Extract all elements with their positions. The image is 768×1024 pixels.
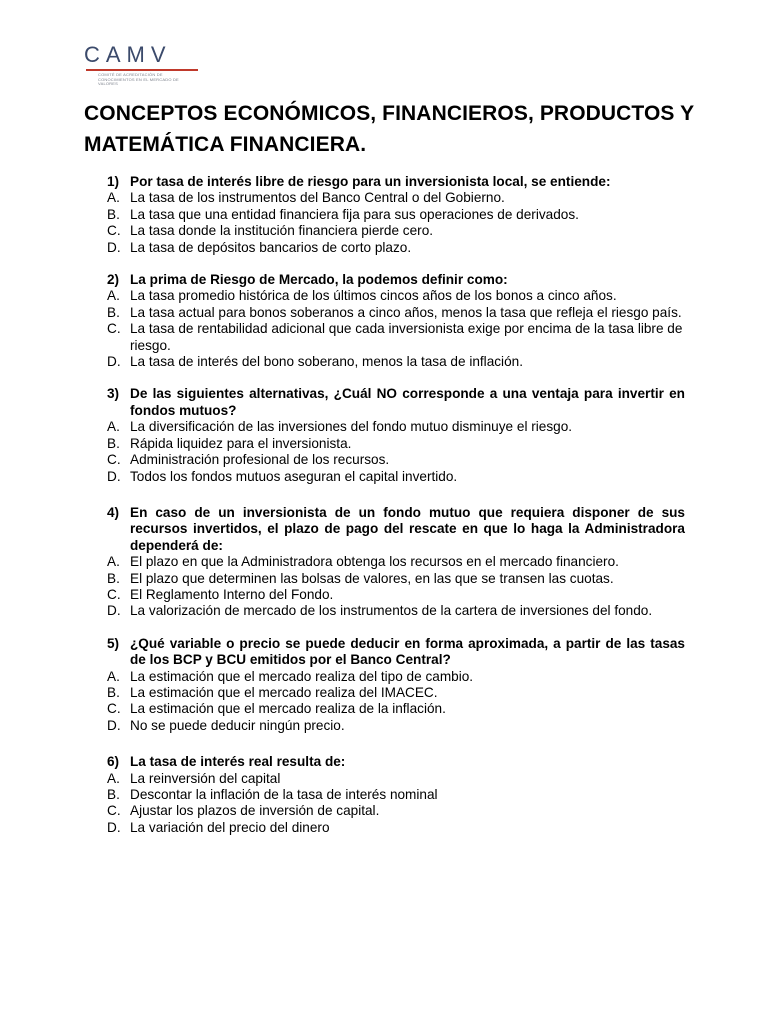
question-number: 1): [107, 174, 120, 189]
option-text: Rápida liquidez para el inversionista.: [130, 435, 352, 451]
option-label: D.: [107, 239, 121, 255]
option-label: D.: [107, 819, 121, 835]
option-label: C.: [107, 321, 121, 337]
question-stem: [107, 386, 685, 419]
option-row: [107, 240, 685, 256]
option-row: [107, 288, 685, 304]
option-text: La tasa de los instrumentos del Banco Central o del Gobierno.: [130, 190, 505, 206]
option-label: C.: [107, 452, 121, 468]
question-6: [107, 754, 685, 836]
option-row: [107, 321, 685, 354]
option-row: [107, 685, 685, 701]
option-label: B.: [107, 206, 120, 222]
option-row: [107, 554, 685, 570]
option-row: [107, 669, 685, 685]
option-text: La variación del precio del dinero: [130, 819, 330, 835]
option-row: [107, 718, 685, 734]
option-label: A.: [107, 770, 120, 786]
option-row: [107, 587, 685, 603]
option-label: D.: [107, 354, 121, 370]
page-title: CONCEPTOS ECONÓMICOS, FINANCIEROS, PRODUCTOS Y MATEMÁTICA FINANCIERA.: [84, 102, 694, 156]
option-row: [107, 223, 685, 239]
option-text: Ajustar los plazos de inversión de capital.: [130, 803, 380, 819]
option-label: B.: [107, 684, 120, 700]
question-text: La prima de Riesgo de Mercado, la podemos definir como:: [130, 272, 508, 288]
option-text: La reinversión del capital: [130, 770, 281, 786]
option-label: B.: [107, 304, 120, 320]
option-label: D.: [107, 717, 121, 733]
question-3: [107, 386, 685, 484]
logo-tagline: COMITÉ DE ACREDITACIÓN DE CONOCIMIENTOS EN EL MERCADO DE VALORES: [98, 72, 179, 86]
question-stem: [107, 636, 685, 669]
option-text: La tasa de interés del bono soberano, menos la tasa de inflación.: [130, 354, 523, 370]
logo-wordmark: CAMV: [84, 42, 172, 67]
option-text: La valorización de mercado de los instrumentos de la cartera de inversiones del fondo.: [130, 603, 653, 619]
question-text: La tasa de interés real resulta de:: [130, 754, 346, 770]
option-text: La tasa promedio histórica de los últimos cincos años de los bonos a cinco años.: [130, 288, 617, 304]
option-row: [107, 469, 685, 485]
question-number: 5): [107, 635, 120, 651]
option-text: El plazo en que la Administradora obtenga los recursos en el mercado financiero.: [130, 554, 619, 570]
option-row: [107, 452, 685, 468]
option-row: [107, 207, 685, 223]
option-label: A.: [107, 554, 120, 570]
option-label: B.: [107, 570, 120, 586]
option-row: [107, 603, 685, 619]
option-row: [107, 771, 685, 787]
option-text: El Reglamento Interno del Fondo.: [130, 586, 334, 602]
option-text: Administración profesional de los recursos.: [130, 452, 390, 468]
option-text: La tasa que una entidad financiera fija para sus operaciones de derivados.: [130, 206, 579, 222]
option-text: No se puede deducir ningún precio.: [130, 717, 345, 733]
option-text: La tasa de rentabilidad adicional que cada inversionista exige por encima de la tasa libre de riesgo.: [130, 321, 683, 353]
question-1: [107, 174, 685, 256]
option-label: A.: [107, 288, 120, 304]
option-text: La diversificación de las inversiones del fondo mutuo disminuye el riesgo.: [130, 419, 573, 435]
option-row: [107, 571, 685, 587]
question-stem: [107, 174, 685, 190]
question-stem: [107, 754, 685, 770]
option-text: La estimación que el mercado realiza de la inflación.: [130, 701, 446, 717]
option-row: [107, 803, 685, 819]
option-text: La tasa actual para bonos soberanos a cinco años, menos la tasa que refleja el riesgo país.: [130, 304, 682, 320]
question-stem: [107, 272, 685, 288]
option-label: D.: [107, 468, 121, 484]
option-label: A.: [107, 190, 120, 206]
option-label: A.: [107, 419, 120, 435]
option-row: [107, 820, 685, 836]
option-text: La estimación que el mercado realiza del IMACEC.: [130, 684, 438, 700]
question-number: 6): [107, 754, 120, 770]
option-row: [107, 190, 685, 206]
question-number: 4): [107, 504, 120, 520]
option-label: B.: [107, 787, 120, 802]
option-row: [107, 305, 685, 321]
logo-divider: [86, 69, 198, 71]
question-text: ¿Qué variable o precio se puede deducir en forma aproximada, a partir de las tasas de los BCP y BCU emitidos por el Banco Central?: [130, 635, 685, 668]
option-label: B.: [107, 435, 120, 451]
option-text: La estimación que el mercado realiza del tipo de cambio.: [130, 668, 474, 684]
question-4: [107, 505, 685, 620]
option-text: Todos los fondos mutuos aseguran el capital invertido.: [130, 468, 458, 484]
option-row: [107, 701, 685, 717]
option-text: La tasa de depósitos bancarios de corto plazo.: [130, 239, 412, 255]
option-row: [107, 419, 685, 435]
question-text: Por tasa de interés libre de riesgo para un inversionista local, se entiende:: [130, 174, 611, 189]
question-number: 2): [107, 272, 120, 288]
camv-logo: [84, 44, 214, 84]
option-label: C.: [107, 803, 121, 819]
option-label: C.: [107, 701, 121, 717]
question-list: [107, 174, 685, 856]
question-2: [107, 272, 685, 370]
option-text: Descontar la inflación de la tasa de interés nominal: [130, 787, 438, 802]
option-row: [107, 436, 685, 452]
option-text: La tasa donde la institución financiera pierde cero.: [130, 223, 434, 239]
question-text: En caso de un inversionista de un fondo mutuo que requiera disponer de sus recursos invertidos, el plazo de pago del rescate en que lo haga la Administradora dependerá de:: [130, 504, 685, 553]
option-label: A.: [107, 668, 120, 684]
question-text: De las siguientes alternativas, ¿Cuál NO corresponde a una ventaja para invertir en fondos mutuos?: [130, 386, 685, 418]
question-number: 3): [107, 386, 120, 402]
option-label: C.: [107, 586, 121, 602]
question-5: [107, 636, 685, 734]
option-label: D.: [107, 603, 121, 619]
question-stem: [107, 505, 685, 554]
option-label: C.: [107, 223, 121, 239]
option-text: El plazo que determinen las bolsas de valores, en las que se transen las cuotas.: [130, 570, 614, 586]
option-row: [107, 787, 685, 803]
option-row: [107, 354, 685, 370]
